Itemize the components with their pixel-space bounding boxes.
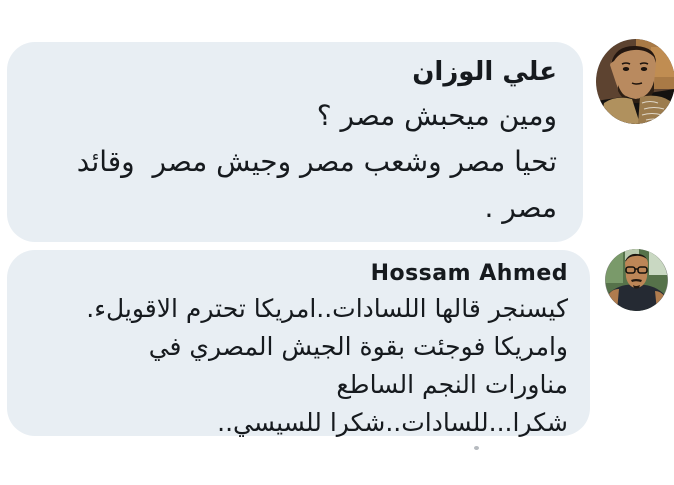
comment-text-line: تحيا مصر وشعب مصر وجيش مصر وقائد — [76, 145, 557, 178]
comment-bubble — [7, 42, 583, 242]
comment-author-name[interactable]: Hossam Ahmed — [370, 261, 568, 286]
avatar[interactable] — [596, 39, 674, 124]
comment-text-line: مناورات النجم الساطع — [336, 370, 568, 399]
artifact-speck — [474, 446, 479, 450]
comment-text-line: مصر . — [484, 191, 557, 224]
comment-text-line: شكرا...للسادات..شكرا للسيسي.. — [217, 408, 568, 437]
comment-bubble — [7, 250, 590, 436]
avatar-photo-man-glasses — [605, 249, 668, 311]
comment-author-name[interactable]: علي الوزان — [412, 57, 557, 87]
avatar-photo-man-beard — [596, 39, 674, 124]
comment-text-line: كيسنجر قالها اللسادات..امريكا تحترم الاقويلء. — [86, 294, 568, 323]
comment-text-line: وامريكا فوجئت بقوة الجيش المصري في — [148, 332, 568, 361]
comment-text-line: ومين ميحبش مصر ؟ — [316, 99, 557, 132]
avatar[interactable] — [605, 249, 668, 311]
